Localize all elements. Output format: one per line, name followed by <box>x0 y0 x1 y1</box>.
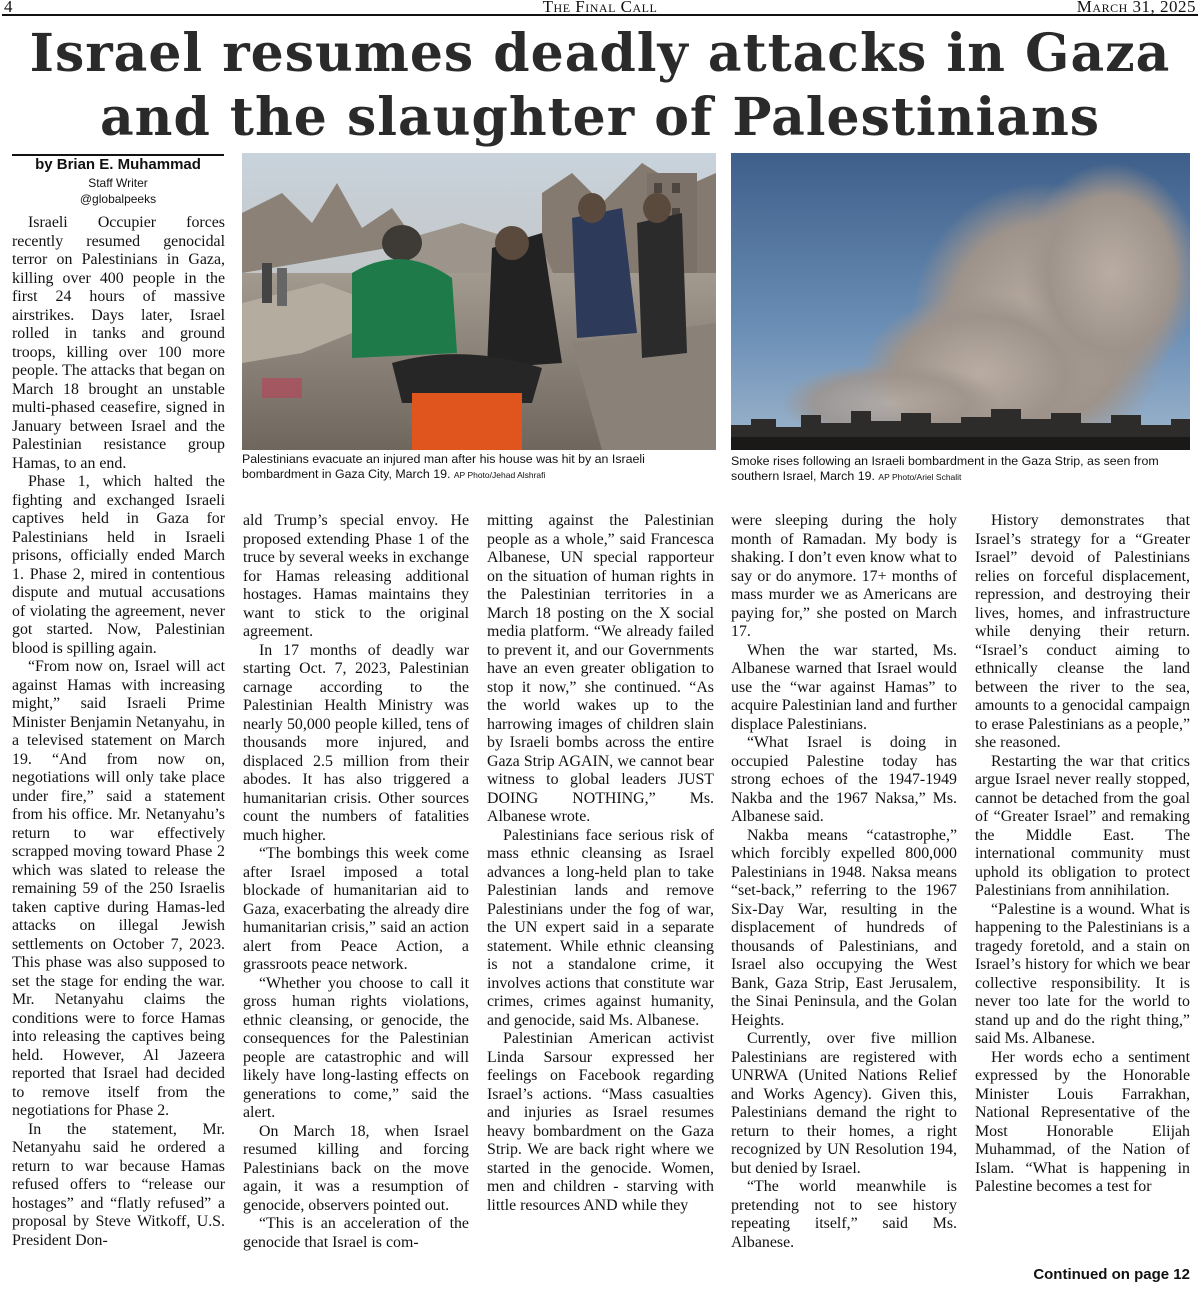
photo-evacuation-caption <box>242 452 716 483</box>
photo-smoke-caption-text: Smoke rises following an Israeli bombardment in the Gaza Strip, as seen from southern Israel, March 19. <box>731 454 1159 483</box>
smoke-scene-image <box>731 153 1190 450</box>
article-column-3 <box>487 512 714 1288</box>
paragraph: “Palestine is a wound. What is happening to the Palestinians is a tragedy foretold, and a stain on Israel’s history for which we bear collective responsibility. It is never too late for the world to stand up and do the right thing,” said Ms. Albanese. <box>975 900 1190 1047</box>
paragraph: In the statement, Mr. Netanyahu said he ordered a return to war because Hamas refused offers to “release our hostages” and “flatly refused” a proposal by Steve Witkoff, U.S. President Don- <box>12 1120 225 1249</box>
header-rule <box>2 14 1198 16</box>
paragraph: Restarting the war that critics argue Israel never really stopped, cannot be detached from the goal of “Greater Israel” and remaking the Middle East. The international community must uphold its obligation to protect Palestinians from annihilation. <box>975 752 1190 899</box>
paragraph: “From now on, Israel will act against Hamas with increasing might,” said Israeli Prime Minister Benjamin Netanyahu, in a televised statement on March 19. “And from now on, negotiations will only take place under fire,” said a statement from his office. Mr. Netanyahu’s return to war effectively scrapped moving toward Phase 2 which was slated to release the remaining 59 of the 250 Israelis taken captive during Hamas-led attacks on illegal Jewish settlements on October 7, 2023. This phase was also supposed to set the stage for ending the war. Mr. Netanyahu claims the conditions were to force Hamas into releasing the captives being held. However, Al Jazeera reported that Israel had decided to remove itself from the negotiations for Phase 2. <box>12 658 225 1119</box>
photo-evacuation <box>242 153 716 450</box>
paragraph: “This is an acceleration of the genocide that Israel is com- <box>243 1215 469 1251</box>
paragraph: were sleeping during the holy month of Ramadan. My body is shaking. I don’t even know what to say or do anymore. 17+ months of mass murder we as Americans are paying for,” she posted on March 17. <box>731 512 957 640</box>
paragraph: “What Israel is doing in occupied Palestine today has strong echoes of the 1947-1949 Nakba and the 1967 Naksa,” Ms. Albanese said. <box>731 734 957 825</box>
article-column-1 <box>12 214 225 1288</box>
paragraph: Israeli Occupier forces recently resumed genocidal terror on Palestinians in Gaza, killing over 400 people in the first 24 hours of massive airstrikes. Days later, Israel rolled in tanks and ground troops, killing over 100 more people. The attacks that began on March 18 brought an unstable multi-phased ceasefire, signed in January between Israel and the Palestinian resistance group Hamas, to an end. <box>12 214 225 472</box>
paragraph: ald Trump’s special envoy. He proposed extending Phase 1 of the truce by several weeks in exchange for Hamas releasing additional hostages. Hamas maintains they want to stick to the original agreement. <box>243 512 469 640</box>
paragraph: History demonstrates that Israel’s strategy for a “Greater Israel” devoid of Palestinians relies on forceful displacement, repression, and destroying their lives, homes, and infrastructure while denying their return. “Israel’s conduct aiming to ethnically cleanse the land between the river to the sea, amounts to a genocidal campaign to erase Palestinians as a people,” she reasoned. <box>975 512 1190 751</box>
author-name: by Brian E. Muhammad <box>35 156 201 173</box>
paragraph: On March 18, when Israel resumed killing and forcing Palestinians back on the move again, it was a resumption of genocide, observers pointed out. <box>243 1122 469 1214</box>
paragraph: Phase 1, which halted the fighting and exchanged Israeli captives held in Gaza for Palestinians held in Israeli prisons, officially ended March 1. Phase 2, mired in contentious dispute and mutual accusations of violating the agreement, never got started. Now, Palestinian blood is spilling again. <box>12 473 225 657</box>
jump-line[interactable]: Continued on page 12 <box>1033 1266 1190 1283</box>
page-number: 4 <box>4 0 13 16</box>
paragraph: Currently, over five million Palestinians are registered with UNRWA (United Nations Relief and Works Agency). Given this, Palestinians demand the right to return to their homes, a right recognized by UN Resolution 194, but denied by Israel. <box>731 1030 957 1177</box>
paragraph: Palestinian American activist Linda Sarsour expressed her feelings on Facebook regarding Israel’s actions. “Mass casualties and injuries as Israel resumes heavy bombardment on the Gaza Strip. We are back right where we started in the genocide. Women, men and children - starving with little resources AND while they <box>487 1030 714 1214</box>
author-role: Staff Writer <box>88 176 148 190</box>
headline-line-2: and the slaughter of Palestinians <box>99 87 1101 148</box>
article-column-2 <box>243 512 469 1288</box>
paragraph: mitting against the Palestinian people as a whole,” said Francesca Albanese, UN special rapporteur on the situation of human rights in the Palestinian territories in a March 18 posting on the X social media platform. “We already failed to prevent it, and our Governments have an even greater obligation to stop it now,” she continued. “As the world wakes up to the harrowing images of children slain by Israeli bombs across the entire Gaza Strip AGAIN, we cannot bear witness to global leaders JUST DOING NOTHING,” Ms. Albanese wrote. <box>487 512 714 825</box>
paragraph: Nakba means “catastrophe,” which forcibly expelled 800,000 Palestinians in 1948. Naksa means “set-back,” referring to the 1967 Six-Day War, resulting in the displacement of hundreds of thousands of Palestinians, and Israel also occupying the West Bank, Gaza Strip, East Jerusalem, the Sinai Peninsula, and the Golan Heights. <box>731 826 957 1029</box>
paragraph: “Whether you choose to call it gross human rights violations, ethnic cleansing, or genocide, the consequences for the Palestinian people are catastrophic and will likely have long-lasting effects on generations to come,” said the alert. <box>243 974 469 1121</box>
photo-smoke-caption <box>731 454 1190 485</box>
photo-evacuation-credit: AP Photo/Jehad Alshrafi <box>453 470 546 480</box>
article-column-5 <box>975 512 1190 1260</box>
publication-name: The Final Call <box>542 0 658 16</box>
photo-evacuation-caption-text: Palestinians evacuate an injured man after his house was hit by an Israeli bombardment in Gaza City, March 19. <box>242 452 645 481</box>
headline-line-1: Israel resumes deadly attacks in Gaza <box>29 23 1171 84</box>
paragraph: “The world meanwhile is pretending not to see history repeating itself,” said Ms. Albanese. <box>731 1178 957 1251</box>
photo-smoke-credit: AP Photo/Ariel Schalit <box>878 472 962 482</box>
paragraph: In 17 months of deadly war starting Oct. 7, 2023, Palestinian carnage according to the Palestinian Health Ministry was nearly 50,000 people killed, tens of thousands more injured, and displaced 2.5 million from their abodes. It has also triggered a humanitarian crisis. Other sources count the numbers of fatalities much higher. <box>243 641 469 844</box>
headline <box>0 22 1200 150</box>
author-handle: @globalpeeks <box>79 192 157 206</box>
photo-smoke <box>731 153 1190 450</box>
paragraph: When the war started, Ms. Albanese warned that Israel would use the “war against Hamas” to acquire Palestinian land and further displace Palestinians. <box>731 641 957 733</box>
evacuation-scene-image <box>242 153 716 450</box>
article-column-4 <box>731 512 957 1288</box>
paragraph: Her words echo a sentiment expressed by the Honorable Minister Louis Farrakhan, National Representative of the Most Honorable Elijah Muhammad, of the Nation of Islam. “What is happening in Palestine becomes a test for <box>975 1048 1190 1195</box>
paragraph: Palestinians face serious risk of mass ethnic cleansing as Israel advances a long-held plan to take Palestinian lands and remove Palestinians under the fog of war, the UN expert said in a separate statement. While ethnic cleansing is not a standalone crime, it involves actions that constitute war crimes, crimes against humanity, and genocide, said Ms. Albanese. <box>487 826 714 1029</box>
paragraph: “The bombings this week come after Israel imposed a total blockade of humanitarian aid to Gaza, exacerbating the already dire humanitarian crisis,” said an action alert from Peace Action, a grassroots peace network. <box>243 845 469 973</box>
byline <box>12 155 224 207</box>
issue-date: March 31, 2025 <box>1076 0 1196 16</box>
